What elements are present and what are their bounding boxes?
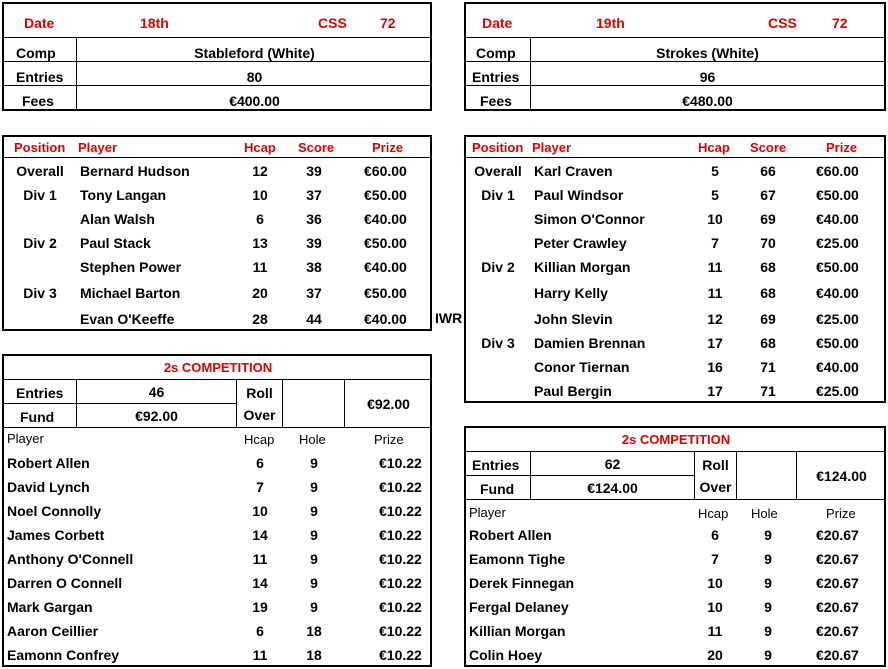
hcap-cell: 7 <box>256 479 264 495</box>
hole-cell: 9 <box>310 575 318 591</box>
table-row <box>466 334 884 358</box>
day19-twos-header-hole: Hole <box>751 506 778 521</box>
hole-cell: 9 <box>310 527 318 543</box>
hcap-cell: 11 <box>252 647 268 663</box>
prize-cell: €50.00 <box>364 235 407 251</box>
position-cell: Div 2 <box>23 235 57 251</box>
day18-entries-label: Entries <box>16 69 64 85</box>
player-cell: Karl Craven <box>534 163 613 179</box>
day18-header-player: Player <box>78 140 118 155</box>
player-cell: Mark Gargan <box>7 599 93 615</box>
hcap-cell: 11 <box>252 259 268 275</box>
day19-entries: 96 <box>699 69 716 85</box>
prize-cell: €10.22 <box>379 503 422 519</box>
player-cell: Simon O'Connor <box>534 211 645 227</box>
day18-info-table <box>2 2 432 111</box>
hcap-cell: 7 <box>711 235 719 251</box>
score-cell: 68 <box>760 335 776 351</box>
prize-cell: €20.67 <box>816 551 859 567</box>
table-row <box>466 358 884 382</box>
prize-cell: €20.67 <box>816 575 859 591</box>
day19-entries-label: Entries <box>472 69 520 85</box>
day18-comp-label: Comp <box>16 45 56 61</box>
day19-comp: Strokes (White) <box>656 45 759 61</box>
day19-comp-label: Comp <box>476 45 516 61</box>
score-cell: 67 <box>760 187 776 203</box>
score-cell: 36 <box>306 211 322 227</box>
table-row <box>4 550 430 574</box>
player-cell: Fergal Delaney <box>469 599 569 615</box>
player-cell: Evan O'Keeffe <box>80 311 175 327</box>
prize-cell: €60.00 <box>364 163 407 179</box>
day18-twos-title: 2s COMPETITION <box>163 360 273 375</box>
player-cell: Eamonn Tighe <box>469 551 566 567</box>
player-cell: Peter Crawley <box>534 235 627 251</box>
score-cell: 71 <box>760 359 776 375</box>
table-row <box>466 258 884 282</box>
day18-fees-label: Fees <box>22 93 54 109</box>
day19-date: 19th <box>596 15 625 31</box>
prize-cell: €25.00 <box>816 235 859 251</box>
prize-cell: €10.22 <box>379 551 422 567</box>
hole-cell: 9 <box>764 551 772 567</box>
table-row <box>466 550 884 574</box>
day19-twos-header-player: Player <box>469 505 506 520</box>
hole-cell: 9 <box>764 647 772 663</box>
day19-twos-roll-label: Roll <box>702 457 729 473</box>
player-cell: Harry Kelly <box>534 285 608 301</box>
score-cell: 44 <box>306 311 322 327</box>
prize-cell: €60.00 <box>816 163 859 179</box>
iwr-note: IWR <box>435 310 463 326</box>
day18-twos-rollover: €92.00 <box>367 396 410 412</box>
hcap-cell: 20 <box>252 285 268 301</box>
day18-results-table <box>2 135 432 331</box>
player-cell: James Corbett <box>7 527 105 543</box>
day19-css: 72 <box>832 15 848 31</box>
day18-entries: 80 <box>246 69 263 85</box>
day19-twos-fund: €124.00 <box>587 480 638 496</box>
prize-cell: €20.67 <box>816 599 859 615</box>
day19-header-position: Position <box>472 140 524 155</box>
day18-twos-header-player: Player <box>7 431 44 446</box>
hcap-cell: 11 <box>707 285 723 301</box>
prize-cell: €40.00 <box>364 211 407 227</box>
prize-cell: €50.00 <box>816 187 859 203</box>
prize-cell: €40.00 <box>364 259 407 275</box>
prize-cell: €40.00 <box>816 359 859 375</box>
table-row <box>4 186 430 210</box>
day18-header-prize: Prize <box>372 140 404 155</box>
table-row <box>4 454 430 478</box>
hole-cell: 18 <box>306 647 322 663</box>
day19-twos-entries-label: Entries <box>472 457 520 473</box>
day18-twos-fund-label: Fund <box>20 409 55 425</box>
hcap-cell: 10 <box>252 503 268 519</box>
day19-info-table <box>464 2 886 111</box>
player-cell: Michael Barton <box>80 285 181 301</box>
prize-cell: €10.22 <box>379 623 422 639</box>
hcap-cell: 12 <box>252 163 268 179</box>
prize-cell: €10.22 <box>379 479 422 495</box>
prize-cell: €25.00 <box>816 311 859 327</box>
player-cell: Alan Walsh <box>80 211 155 227</box>
prize-cell: €10.22 <box>379 599 422 615</box>
day18-twos-entries: 46 <box>148 384 165 400</box>
score-cell: 37 <box>306 187 322 203</box>
day18-date-label: Date <box>24 15 55 31</box>
table-row <box>4 310 430 334</box>
hcap-cell: 6 <box>256 455 264 471</box>
day19-twos-header-prize: Prize <box>826 506 856 521</box>
day18-twos-header-prize: Prize <box>374 432 404 447</box>
player-cell: Tony Langan <box>80 187 167 203</box>
score-cell: 37 <box>306 285 322 301</box>
position-cell: Div 2 <box>481 259 515 275</box>
prize-cell: €40.00 <box>816 285 859 301</box>
hcap-cell: 10 <box>707 575 723 591</box>
position-cell: Div 3 <box>481 335 515 351</box>
day18-header-hcap: Hcap <box>244 140 276 155</box>
hole-cell: 9 <box>310 503 318 519</box>
hcap-cell: 14 <box>252 575 268 591</box>
player-cell: Robert Allen <box>469 527 552 543</box>
hcap-cell: 6 <box>256 623 264 639</box>
day19-twos-over-label: Over <box>699 479 732 495</box>
hcap-cell: 20 <box>707 647 723 663</box>
day19-fees: €480.00 <box>682 93 733 109</box>
hole-cell: 9 <box>764 599 772 615</box>
day19-header-score: Score <box>750 140 787 155</box>
day18-twos-entries-label: Entries <box>16 385 64 401</box>
player-cell: Aaron Ceillier <box>7 623 99 639</box>
prize-cell: €40.00 <box>364 311 407 327</box>
table-row <box>466 622 884 646</box>
prize-cell: €10.22 <box>379 455 422 471</box>
table-row <box>466 646 884 666</box>
day18-date: 18th <box>140 15 169 31</box>
position-cell: Div 1 <box>23 187 57 203</box>
player-cell: Darren O Connell <box>7 575 123 591</box>
table-row <box>4 646 430 666</box>
day18-twos-header-hole: Hole <box>299 432 326 447</box>
table-row <box>466 162 884 186</box>
table-row <box>4 210 430 234</box>
table-row <box>4 284 430 308</box>
day18-twos-header-hcap: Hcap <box>244 432 275 447</box>
table-row <box>4 598 430 622</box>
hcap-cell: 11 <box>707 623 723 639</box>
score-cell: 39 <box>306 235 322 251</box>
table-row <box>466 284 884 308</box>
day19-twos-header-hcap: Hcap <box>698 506 729 521</box>
day19-header-prize: Prize <box>826 140 858 155</box>
day18-header-position: Position <box>14 140 66 155</box>
position-cell: Overall <box>16 163 64 179</box>
hcap-cell: 11 <box>707 259 723 275</box>
day19-results-table <box>464 135 886 403</box>
day18-twos-table <box>2 354 432 667</box>
hole-cell: 18 <box>306 623 322 639</box>
hole-cell: 9 <box>310 455 318 471</box>
score-cell: 71 <box>760 383 776 399</box>
day18-twos-roll-label: Roll <box>246 385 273 401</box>
player-cell: John Slevin <box>534 311 613 327</box>
hcap-cell: 6 <box>256 211 264 227</box>
player-cell: Paul Windsor <box>534 187 624 203</box>
table-row <box>466 598 884 622</box>
score-cell: 38 <box>306 259 322 275</box>
score-cell: 70 <box>760 235 776 251</box>
prize-cell: €50.00 <box>816 335 859 351</box>
score-cell: 68 <box>760 259 776 275</box>
hcap-cell: 17 <box>707 383 723 399</box>
hcap-cell: 13 <box>252 235 268 251</box>
hcap-cell: 10 <box>707 211 723 227</box>
prize-cell: €10.22 <box>379 647 422 663</box>
day18-css-label: CSS <box>318 15 347 31</box>
player-cell: Colin Hoey <box>469 647 543 663</box>
day19-css-label: CSS <box>768 15 797 31</box>
day19-twos-entries: 62 <box>604 456 621 472</box>
position-cell: Div 1 <box>481 187 515 203</box>
prize-cell: €50.00 <box>816 259 859 275</box>
table-row <box>466 234 884 258</box>
day18-fees: €400.00 <box>229 93 280 109</box>
hcap-cell: 16 <box>707 359 723 375</box>
hcap-cell: 12 <box>707 311 723 327</box>
day18-twos-fund: €92.00 <box>135 408 178 424</box>
hcap-cell: 14 <box>252 527 268 543</box>
table-row <box>4 162 430 186</box>
player-cell: Damien Brennan <box>534 335 646 351</box>
prize-cell: €10.22 <box>379 527 422 543</box>
table-row <box>4 526 430 550</box>
prize-cell: €10.22 <box>379 575 422 591</box>
day18-twos-over-label: Over <box>243 407 276 423</box>
day19-twos-title: 2s COMPETITION <box>621 432 731 447</box>
player-cell: Stephen Power <box>80 259 182 275</box>
player-cell: Bernard Hudson <box>80 163 190 179</box>
prize-cell: €20.67 <box>816 527 859 543</box>
player-cell: Derek Finnegan <box>469 575 575 591</box>
prize-cell: €50.00 <box>364 285 407 301</box>
hole-cell: 9 <box>764 575 772 591</box>
player-cell: Eamonn Confrey <box>7 647 120 663</box>
hcap-cell: 28 <box>252 311 268 327</box>
table-row <box>466 574 884 598</box>
table-row <box>4 502 430 526</box>
table-row <box>4 258 430 282</box>
table-row <box>4 574 430 598</box>
position-cell: Div 3 <box>23 285 57 301</box>
score-cell: 39 <box>306 163 322 179</box>
player-cell: Conor Tiernan <box>534 359 630 375</box>
prize-cell: €20.67 <box>816 647 859 663</box>
table-row <box>466 210 884 234</box>
hole-cell: 9 <box>764 623 772 639</box>
prize-cell: €40.00 <box>816 211 859 227</box>
table-row <box>4 478 430 502</box>
table-row <box>466 310 884 334</box>
table-row <box>466 382 884 406</box>
player-cell: Paul Stack <box>80 235 151 251</box>
hcap-cell: 7 <box>711 551 719 567</box>
hcap-cell: 10 <box>252 187 268 203</box>
day19-twos-table <box>464 426 886 667</box>
position-cell: Overall <box>474 163 522 179</box>
hcap-cell: 6 <box>711 527 719 543</box>
hole-cell: 9 <box>310 599 318 615</box>
day19-twos-fund-label: Fund <box>480 481 515 497</box>
player-cell: Killian Morgan <box>534 259 631 275</box>
player-cell: Killian Morgan <box>469 623 566 639</box>
score-cell: 69 <box>760 311 776 327</box>
hcap-cell: 5 <box>711 163 719 179</box>
player-cell: Paul Bergin <box>534 383 612 399</box>
day18-header-score: Score <box>298 140 335 155</box>
player-cell: Noel Connolly <box>7 503 102 519</box>
prize-cell: €20.67 <box>816 623 859 639</box>
day19-date-label: Date <box>482 15 513 31</box>
table-row <box>466 526 884 550</box>
player-cell: David Lynch <box>7 479 90 495</box>
table-row <box>466 186 884 210</box>
hole-cell: 9 <box>764 527 772 543</box>
prize-cell: €50.00 <box>364 187 407 203</box>
day18-comp: Stableford (White) <box>194 45 315 61</box>
day19-header-hcap: Hcap <box>698 140 730 155</box>
table-row <box>4 234 430 258</box>
hcap-cell: 5 <box>711 187 719 203</box>
day18-css: 72 <box>380 15 396 31</box>
score-cell: 66 <box>760 163 776 179</box>
day19-twos-rollover: €124.00 <box>816 468 867 484</box>
player-cell: Anthony O'Connell <box>7 551 134 567</box>
score-cell: 68 <box>760 285 776 301</box>
hole-cell: 9 <box>310 551 318 567</box>
hole-cell: 9 <box>310 479 318 495</box>
day19-header-player: Player <box>532 140 572 155</box>
score-cell: 69 <box>760 211 776 227</box>
hcap-cell: 17 <box>707 335 723 351</box>
hcap-cell: 11 <box>252 551 268 567</box>
day19-fees-label: Fees <box>480 93 512 109</box>
hcap-cell: 10 <box>707 599 723 615</box>
player-cell: Robert Allen <box>7 455 90 471</box>
hcap-cell: 19 <box>252 599 268 615</box>
table-row <box>4 622 430 646</box>
prize-cell: €25.00 <box>816 383 859 399</box>
